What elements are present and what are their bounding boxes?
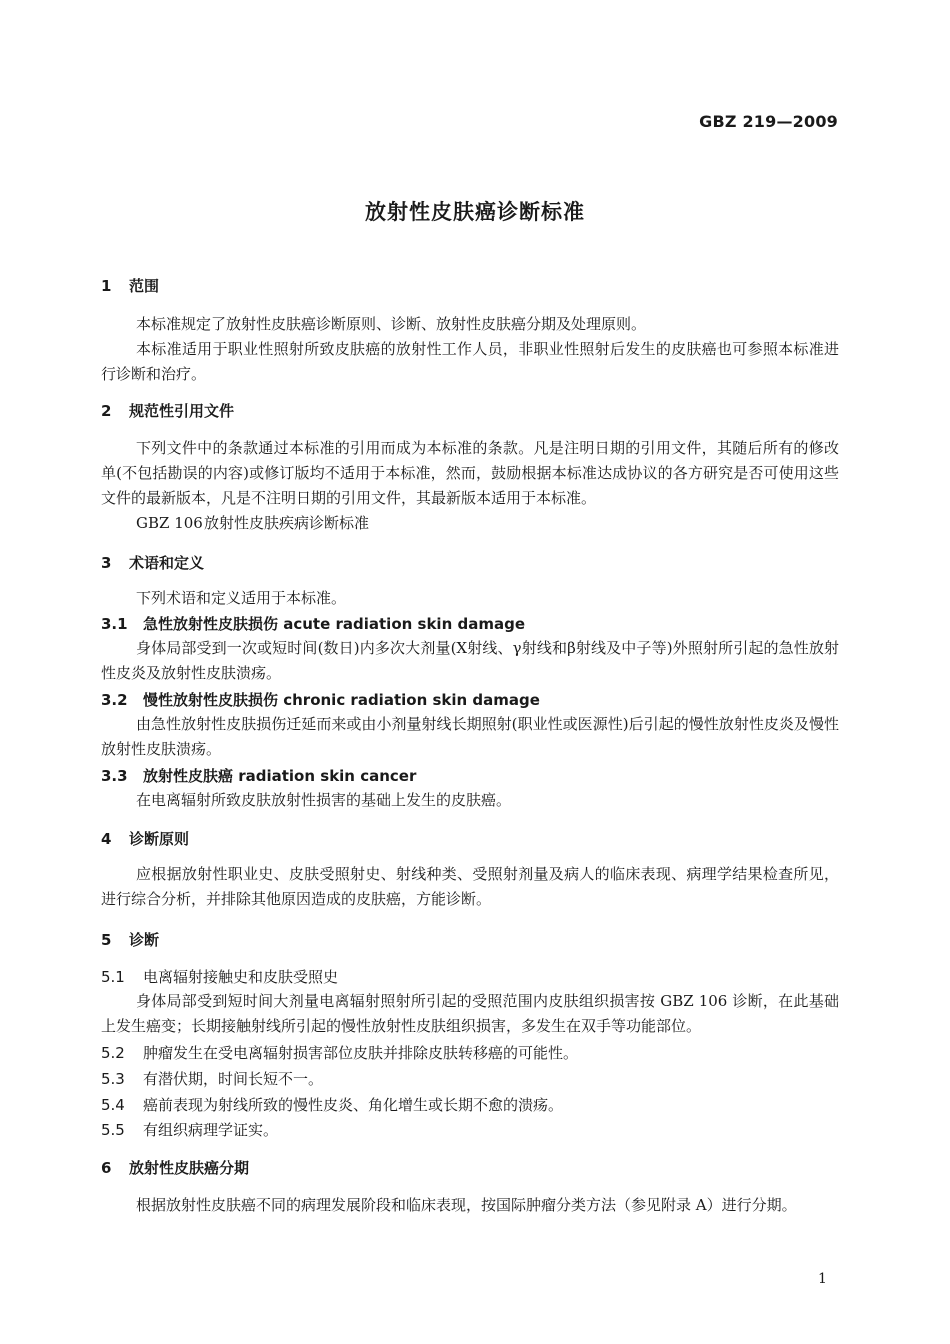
item-title: 有潜伏期，时间长短不一。: [143, 1070, 324, 1088]
term-number: 3.3: [101, 767, 128, 785]
item-5-2: [101, 1042, 578, 1063]
section-title: 范围: [129, 277, 160, 295]
section-title: 诊断: [129, 931, 160, 949]
paragraph: 根据放射性皮肤癌不同的病理发展阶段和临床表现，按国际肿瘤分类方法（参见附录 A）进行分期。: [136, 1196, 797, 1214]
section-number: 3: [101, 554, 112, 572]
section-4-heading: [101, 828, 189, 849]
normative-reference: [136, 512, 369, 533]
item-5-1-heading: [101, 966, 338, 987]
term-3-1-heading: [101, 613, 525, 634]
paragraph: 下列术语和定义适用于本标准。: [136, 589, 347, 607]
section-title: 规范性引用文件: [129, 402, 235, 420]
item-5-3: [101, 1068, 323, 1089]
item-number: 5.1: [101, 968, 125, 986]
term-definition: 在电离辐射所致皮肤放射性损害的基础上发生的皮肤癌。: [136, 791, 512, 809]
document-title: 放射性皮肤癌诊断标准: [365, 200, 585, 224]
reference-code: GBZ 106: [136, 514, 203, 532]
term-title: 急性放射性皮肤损伤 acute radiation skin damage: [143, 615, 525, 633]
section-6-heading: [101, 1157, 249, 1178]
section-number: 5: [101, 931, 112, 949]
paragraph: 本标准适用于职业性照射所致皮肤癌的放射性工作人员，非职业性照射后发生的皮肤癌也可参照本标准进行诊断和治疗。: [101, 340, 839, 383]
section-number: 4: [101, 830, 112, 848]
section-title: 术语和定义: [129, 554, 205, 572]
item-5-5: [101, 1119, 278, 1140]
section-title: 诊断原则: [129, 830, 190, 848]
section-number: 1: [101, 277, 112, 295]
term-definition: 由急性放射性皮肤损伤迁延而来或由小剂量射线长期照射(职业性或医源性)后引起的慢性放射性皮炎及慢性放射性皮肤溃疡。: [101, 715, 839, 758]
section-title: 放射性皮肤癌分期: [129, 1159, 250, 1177]
term-3-3-heading: [101, 765, 416, 786]
section-1-heading: [101, 275, 159, 296]
item-title: 癌前表现为射线所致的慢性皮炎、角化增生或长期不愈的溃疡。: [143, 1096, 564, 1114]
term-definition: 身体局部受到一次或短时间(数日)内多次大剂量(X射线、γ射线和β射线及中子等)外照射所引起的急性放射性皮炎及放射性皮肤溃疡。: [101, 639, 839, 682]
standard-code: GBZ 219—2009: [699, 112, 838, 131]
term-title: 放射性皮肤癌 radiation skin cancer: [143, 767, 417, 785]
section-number: 6: [101, 1159, 112, 1177]
paragraph: 本标准规定了放射性皮肤癌诊断原则、诊断、放射性皮肤癌分期及处理原则。: [136, 315, 647, 333]
section-2-heading: [101, 400, 234, 421]
section-3-heading: [101, 552, 204, 573]
reference-title: 放射性皮肤疾病诊断标准: [204, 514, 370, 532]
item-number: 5.2: [101, 1044, 125, 1062]
item-title: 电离辐射接触史和皮肤受照史: [143, 968, 339, 986]
item-text: 身体局部受到短时间大剂量电离辐射照射所引起的受照范围内皮肤组织损害按 GBZ 106 诊断，在此基础上发生癌变；长期接触射线所引起的慢性放射性皮肤组织损害，多发生在双手等功能部位。: [101, 992, 839, 1035]
section-number: 2: [101, 402, 112, 420]
item-5-4: [101, 1094, 563, 1115]
item-number: 5.4: [101, 1096, 125, 1114]
item-number: 5.5: [101, 1121, 125, 1139]
term-number: 3.1: [101, 615, 128, 633]
item-title: 肿瘤发生在受电离辐射损害部位皮肤并排除皮肤转移癌的可能性。: [143, 1044, 579, 1062]
term-title: 慢性放射性皮肤损伤 chronic radiation skin damage: [143, 691, 540, 709]
item-title: 有组织病理学证实。: [143, 1121, 279, 1139]
section-5-heading: [101, 929, 159, 950]
term-number: 3.2: [101, 691, 128, 709]
paragraph: 应根据放射性职业史、皮肤受照射史、射线种类、受照射剂量及病人的临床表现、病理学结果检查所见，进行综合分析，并排除其他原因造成的皮肤癌，方能诊断。: [101, 865, 839, 908]
term-3-2-heading: [101, 689, 540, 710]
item-number: 5.3: [101, 1070, 125, 1088]
page-number: 1: [818, 1271, 827, 1287]
paragraph: 下列文件中的条款通过本标准的引用而成为本标准的条款。凡是注明日期的引用文件，其随后所有的修改单(不包括勘误的内容)或修订版均不适用于本标准，然而，鼓励根据本标准达成协议的各方研究是否可使用这些文件的最新版本，凡是不注明日期的引用文件，其最新版本适用于本标准。: [101, 439, 839, 507]
